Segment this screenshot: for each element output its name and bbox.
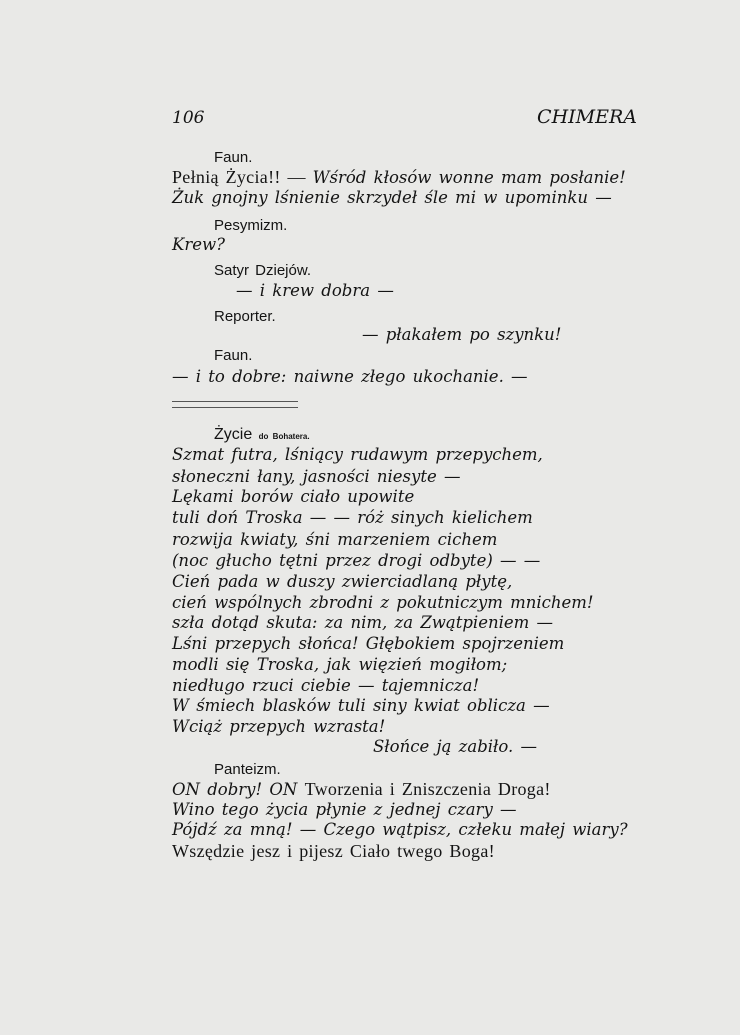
verse-line [172, 572, 512, 592]
text-segment: Życie [214, 426, 259, 443]
verse-line [172, 820, 628, 840]
running-title: CHIMERA [537, 106, 637, 128]
text-segment: Pójdź za mną! — Czego wątpisz, człeku małej wiary? [172, 820, 628, 839]
section-divider [172, 401, 298, 408]
page-number: 106 [172, 108, 205, 128]
text-segment: Lękami borów ciało upowite [172, 487, 415, 506]
text-segment: modli się Troska, jak więzień mogiłom; [172, 655, 508, 674]
text-segment: — płakałem po szynku! [362, 325, 562, 344]
text-segment: niedługo rzuci ciebie — tajemnicza! [172, 676, 480, 695]
text-segment: Wśród kłosów wonne mam posłanie! [312, 168, 626, 187]
text-segment: Cień pada w duszy zwierciadlaną płytę, [172, 572, 513, 591]
speaker-heading [214, 306, 276, 327]
text-segment: Słońce ją zabiło. — [373, 737, 538, 756]
verse-line [172, 613, 553, 633]
text-segment: — i krew dobra — [236, 281, 394, 300]
verse-line [172, 800, 517, 820]
text-segment: Wszędzie jesz i pijesz Ciało twego Boga! [172, 841, 495, 861]
text-segment: Wciąż przepych wzrasta! [172, 717, 386, 736]
verse-line [172, 717, 385, 737]
verse-line [172, 696, 550, 716]
text-segment: Satyr Dziejów. [214, 262, 312, 279]
verse-line [172, 593, 594, 613]
text-segment: Lśni przepych słońca! Głębokiem spojrzeniem [172, 634, 565, 653]
text-segment: Pesymizm. [214, 217, 288, 234]
speaker-heading [214, 345, 252, 366]
text-segment: do Bohatera. [258, 432, 310, 441]
text-segment: rozwija kwiaty, śni marzeniem cichem [172, 530, 498, 549]
text-segment: Panteizm. [214, 761, 281, 778]
verse-line [172, 467, 460, 487]
text-segment: cień wspólnych zbrodni z pokutniczym mnichem! [172, 593, 594, 612]
text-segment: Żuk gnojny lśnienie skrzydeł śle mi w upominku — [172, 188, 612, 207]
verse-line [172, 779, 551, 800]
text-segment: tuli doń Troska — — róż sinych kielichem [172, 508, 533, 527]
speaker-heading [214, 260, 311, 281]
speaker-heading [214, 215, 287, 236]
text-segment: — i to dobre: naiwne złego ukochanie. — [172, 367, 528, 386]
text-segment: Tworzenia i Zniszczenia Droga! [304, 779, 551, 799]
text-segment: W śmiech blasków tuli siny kwiat oblicza — [172, 696, 550, 715]
text-segment: Pełnią Życia!! — [172, 167, 313, 187]
verse-line [172, 508, 533, 528]
verse-line [172, 487, 414, 507]
text-segment: Reporter. [214, 308, 276, 325]
verse-line [172, 530, 497, 550]
verse-line [172, 634, 564, 654]
text-segment: Szmat futra, lśniący rudawym przepychem, [172, 445, 543, 464]
verse-line [236, 281, 394, 301]
verse-line [172, 367, 528, 387]
text-segment: (noc głucho tętni przez drogi odbyte) — — [172, 551, 541, 570]
verse-line [172, 167, 626, 188]
text-segment: szła dotąd skuta: za nim, za Zwątpieniem — [172, 613, 554, 632]
text-segment: ON dobry! ON [172, 780, 305, 799]
text-segment: Faun. [214, 347, 253, 364]
verse-line [172, 655, 507, 675]
text-segment: Faun. [214, 149, 253, 166]
verse-line [362, 325, 561, 345]
verse-line [172, 676, 479, 696]
verse-line [172, 188, 612, 208]
text-segment: Wino tego życia płynie z jednej czary — [172, 800, 517, 819]
verse-line [373, 737, 537, 757]
speaker-heading [214, 147, 252, 168]
speaker-heading [214, 424, 310, 447]
text-segment: słoneczni łany, jasności niesyte — [172, 467, 461, 486]
verse-line [172, 551, 540, 571]
text-segment: Krew? [172, 235, 225, 254]
verse-line [172, 841, 495, 862]
speaker-heading [214, 759, 281, 780]
verse-line [172, 235, 225, 255]
verse-line [172, 445, 543, 465]
